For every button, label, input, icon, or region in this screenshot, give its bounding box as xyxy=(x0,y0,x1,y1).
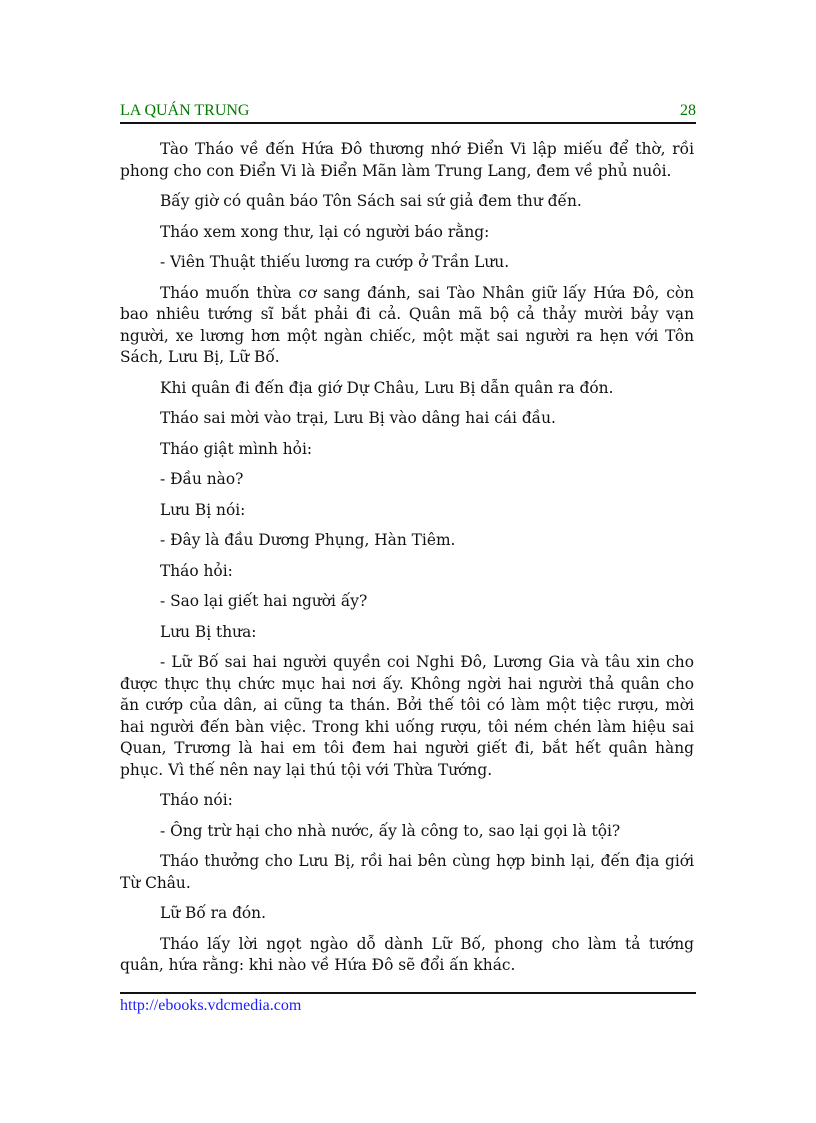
paragraph: Tháo thưởng cho Lưu Bị, rồi hai bên cùng hợp binh lại, đến địa giới Từ Châu. xyxy=(120,852,694,892)
footer-url-link[interactable]: http://ebooks.vdcmedia.com xyxy=(120,997,302,1014)
paragraph: - Đây là đầu Dương Phụng, Hàn Tiêm. xyxy=(160,531,456,549)
paragraph: Lữ Bố ra đón. xyxy=(160,904,266,922)
paragraph: Lưu Bị thưa: xyxy=(160,622,257,641)
page-number: 28 xyxy=(680,102,696,119)
paragraph: - Ông trừ hại cho nhà nước, ấy là công to, sao lại gọi là tội? xyxy=(160,821,621,840)
paragraph: Tháo xem xong thư, lại có người báo rằng: xyxy=(160,222,490,241)
paragraph: Tháo giật mình hỏi: xyxy=(160,439,313,458)
paragraph: Tháo sai mời vào trại, Lưu Bị vào dâng hai cái đầu. xyxy=(160,409,556,427)
paragraph: Tháo muốn thừa cơ sang đánh, sai Tào Nhân giữ lấy Hứa Đô, còn bao nhiêu tướng sĩ bắt phải đi cả. Quân mã bộ cả thảy mười bảy vạn người, xe lương hơn một ngàn chiếc, một mặt sai người ra hẹn với Tôn Sách, Lưu Bị, Lữ Bố. xyxy=(120,283,694,366)
paragraph: - Sao lại giết hai người ấy? xyxy=(160,592,368,610)
book-author-title: LA QUÁN TRUNG xyxy=(120,102,250,119)
paragraph: - Đầu nào? xyxy=(160,470,244,488)
paragraph: Tháo hỏi: xyxy=(160,561,233,580)
paragraph: Bấy giờ có quân báo Tôn Sách sai sứ giả đem thư đến. xyxy=(160,192,582,210)
paragraph: Khi quân đi đến địa giớ Dự Châu, Lưu Bị dẫn quân ra đón. xyxy=(160,378,614,397)
paragraph: - Viên Thuật thiếu lương ra cướp ở Trần Lưu. xyxy=(160,253,510,271)
paragraph: - Lữ Bố sai hai người quyền coi Nghi Đô, Lương Gia và tâu xin cho được thực thụ chức mục hai nơi ấy. Không ngời hai người thả quân cho ăn cướp của dân, ai cũng ta thán. Bởi thế tôi có làm một tiệc rượu, mời hai người đến bàn việc. Trong khi uống rượu, tôi ném chén làm hiệu sai Quan, Trương là hai em tôi đem hai người giết đi, bắt hết quân hàng phục. Vì thế nên nay lại thú tội với Thừa Tướng. xyxy=(120,653,694,779)
paragraph: Tào Tháo về đến Hứa Đô thương nhớ Điển Vi lập miếu để thờ, rồi phong cho con Điển Vi là Điển Mãn làm Trung Lang, đem về phủ nuôi. xyxy=(120,140,694,180)
header-divider xyxy=(120,122,696,124)
page-body xyxy=(120,139,694,986)
paragraph: Tháo lấy lời ngọt ngào dỗ dành Lữ Bố, phong cho làm tả tướng quân, hứa rằng: khi nào về Hứa Đô sẽ đổi ấn khác. xyxy=(120,934,694,974)
page-header xyxy=(120,102,696,122)
paragraph: Lưu Bị nói: xyxy=(160,500,246,519)
footer-divider xyxy=(120,992,696,994)
paragraph: Tháo nói: xyxy=(160,791,233,809)
